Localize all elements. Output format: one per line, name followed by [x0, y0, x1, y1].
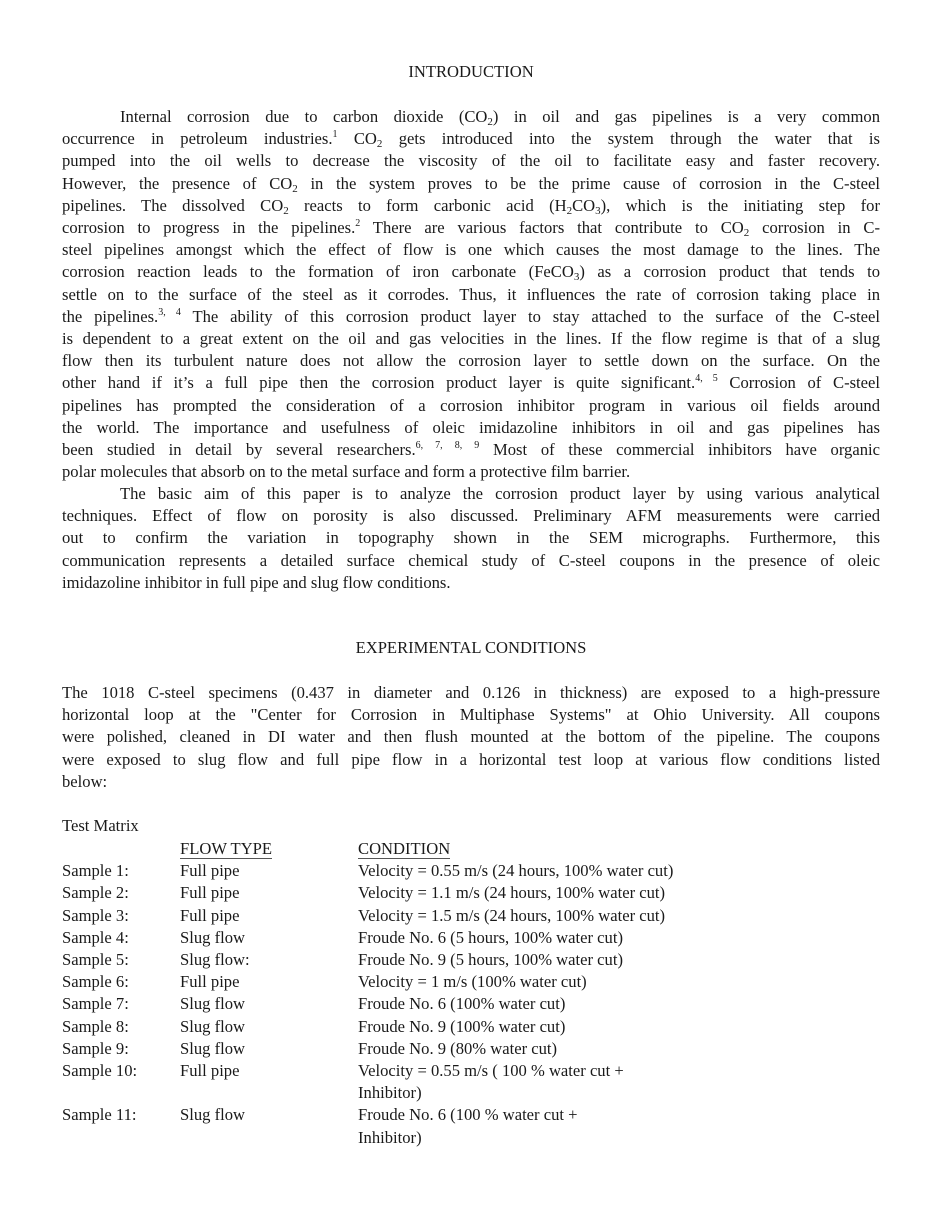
condition: Velocity = 0.55 m/s (24 hours, 100% water cut)	[358, 861, 674, 881]
text-line: flow then its turbulent nature does not allow the corrosion layer to settle down on the surface. On the	[62, 351, 880, 371]
text-line: is dependent to a great extent on the oil and gas velocities in the lines. If the flow regime is that of a slug	[62, 329, 880, 349]
text-line: polar molecules that absorb on to the metal surface and form a protective film barrier.	[62, 462, 631, 482]
condition: Froude No. 6 (100 % water cut + Inhibitor)	[358, 1105, 578, 1147]
text-line: pipelines has prompted the consideration of a corrosion inhibitor program in various oil fields around	[62, 395, 880, 415]
text-line: other hand if it’s a full pipe then the corrosion product layer is quite significant.$^{4, 5}$ Corrosion of C-steel	[62, 373, 880, 393]
sample-label: Sample 11:	[62, 1105, 137, 1125]
test-matrix-row	[62, 949, 822, 971]
sample-label: Sample 9:	[62, 1038, 129, 1058]
sample-label: Sample 3:	[62, 905, 129, 925]
condition: Froude No. 6 (5 hours, 100% water cut)	[358, 927, 623, 947]
text-line: settle on to the surface of the steel as it corrodes. Thus, it influences the rate of corrosion taking place in	[62, 284, 880, 304]
text-line: out to confirm the variation in topography shown in the SEM micrographs. Furthermore, this	[62, 528, 880, 548]
text-line: steel pipelines amongst which the effect of flow is one which causes the most damage to the lines. The	[62, 240, 880, 260]
flow-type: Full pipe	[180, 883, 240, 903]
header-flow-type: FLOW TYPE	[180, 839, 273, 858]
text-line: occurrence in petroleum industries.$^1$ $CO_2$ gets introduced into the system through the water that is	[62, 129, 880, 151]
text-line: corrosion to progress in the pipelines.$^2$ There are various factors that contribute to $CO_2$ corrosion in C-	[62, 218, 880, 240]
condition: Froude No. 9 (100% water cut)	[358, 1016, 566, 1036]
flow-type: Full pipe	[180, 1061, 240, 1081]
test-matrix-row	[62, 1060, 822, 1104]
test-matrix-row	[62, 1038, 822, 1060]
text-line: The basic aim of this paper is to analyze the corrosion product layer by using various analytical	[120, 484, 880, 503]
experimental-paragraph	[62, 682, 880, 793]
flow-type: Slug flow	[180, 1105, 245, 1125]
test-matrix-title: Test Matrix	[62, 816, 139, 835]
text-line: horizontal loop at the "Center for Corrosion in Multiphase Systems" at Ohio University. All coupons	[62, 705, 880, 725]
flow-type: Full pipe	[180, 972, 240, 992]
flow-type: Full pipe	[180, 861, 240, 881]
experimental-heading: EXPERIMENTAL CONDITIONS	[355, 638, 587, 657]
text-line: been studied in detail by several researchers.$^{6, 7, 8, 9}$ Most of these commercial inhibitors have organic	[62, 440, 880, 460]
test-matrix-row	[62, 1104, 822, 1148]
text-line: However, the presence of $CO_2$ in the system proves to be the prime cause of corrosion in the C-steel	[62, 173, 880, 195]
flow-type: Slug flow	[180, 994, 245, 1014]
test-matrix-row	[62, 860, 822, 882]
text-line: below:	[62, 771, 108, 791]
sample-label: Sample 10:	[62, 1061, 138, 1081]
condition: Velocity = 1 m/s (100% water cut)	[358, 972, 587, 992]
header-sample	[62, 838, 180, 860]
sample-label: Sample 7:	[62, 994, 129, 1014]
test-matrix-row	[62, 971, 822, 993]
sample-label: Sample 6:	[62, 972, 129, 992]
text-line: pipelines. The dissolved $CO_2$ reacts to form carbonic acid $(H_2CO_3)$, which is the initiating step for	[62, 195, 880, 217]
introduction-paragraph-1	[62, 106, 880, 483]
condition: Velocity = 1.1 m/s (24 hours, 100% water cut)	[358, 883, 666, 903]
text-line: imidazoline inhibitor in full pipe and slug flow conditions.	[62, 572, 451, 592]
sample-label: Sample 1:	[62, 861, 129, 881]
text-line: pumped into the oil wells to decrease the viscosity of the oil to facilitate easy and faster recovery.	[62, 151, 880, 171]
flow-type: Full pipe	[180, 905, 240, 925]
text-line: were exposed to slug flow and full pipe flow in a horizontal test loop at various flow conditions listed	[62, 749, 880, 769]
text-line: techniques. Effect of flow on porosity is also discussed. Preliminary AFM measurements were carried	[62, 506, 880, 526]
condition: Froude No. 9 (80% water cut)	[358, 1038, 558, 1058]
text-line: were polished, cleaned in DI water and then flush mounted at the bottom of the pipeline. The coupons	[62, 727, 880, 747]
test-matrix-table	[62, 838, 822, 1149]
text-line: communication represents a detailed surface chemical study of C-steel coupons in the presence of oleic	[62, 550, 880, 570]
condition: Froude No. 6 (100% water cut)	[358, 994, 566, 1014]
text-line: The 1018 C-steel specimens (0.437 in diameter and 0.126 in thickness) are exposed to a high-pressure	[62, 683, 880, 702]
condition: Velocity = 0.55 m/s ( 100 % water cut + Inhibitor)	[358, 1061, 624, 1103]
condition: Velocity = 1.5 m/s (24 hours, 100% water cut)	[358, 905, 666, 925]
flow-type: Slug flow:	[180, 950, 250, 970]
text-line: the world. The importance and usefulness of oleic imidazoline inhibitors in oil and gas pipelines has	[62, 417, 880, 437]
text-line: the pipelines.$^{3, 4}$ The ability of this corrosion product layer to stay attached to the surface of the C-steel	[62, 306, 881, 326]
text-line: corrosion reaction leads to the formation of iron carbonate (FeCO$_3$) as a corrosion product that tends to	[62, 262, 880, 284]
flow-type: Slug flow	[180, 927, 245, 947]
flow-type: Slug flow	[180, 1016, 245, 1036]
test-matrix-row	[62, 905, 822, 927]
text-line: Internal corrosion due to carbon dioxide $(CO_2)$ in oil and gas pipelines is a very common	[120, 107, 880, 128]
test-matrix-row	[62, 927, 822, 949]
sample-label: Sample 2:	[62, 883, 129, 903]
flow-type: Slug flow	[180, 1038, 245, 1058]
sample-label: Sample 5:	[62, 950, 129, 970]
test-matrix-row	[62, 993, 822, 1015]
test-matrix-row	[62, 1016, 822, 1038]
header-condition: CONDITION	[358, 839, 451, 858]
sample-label: Sample 8:	[62, 1016, 129, 1036]
condition: Froude No. 9 (5 hours, 100% water cut)	[358, 950, 623, 970]
sample-label: Sample 4:	[62, 927, 129, 947]
introduction-paragraph-2	[62, 483, 880, 594]
test-matrix-header-row	[62, 838, 822, 860]
introduction-heading: INTRODUCTION	[408, 62, 534, 81]
test-matrix-row	[62, 882, 822, 904]
